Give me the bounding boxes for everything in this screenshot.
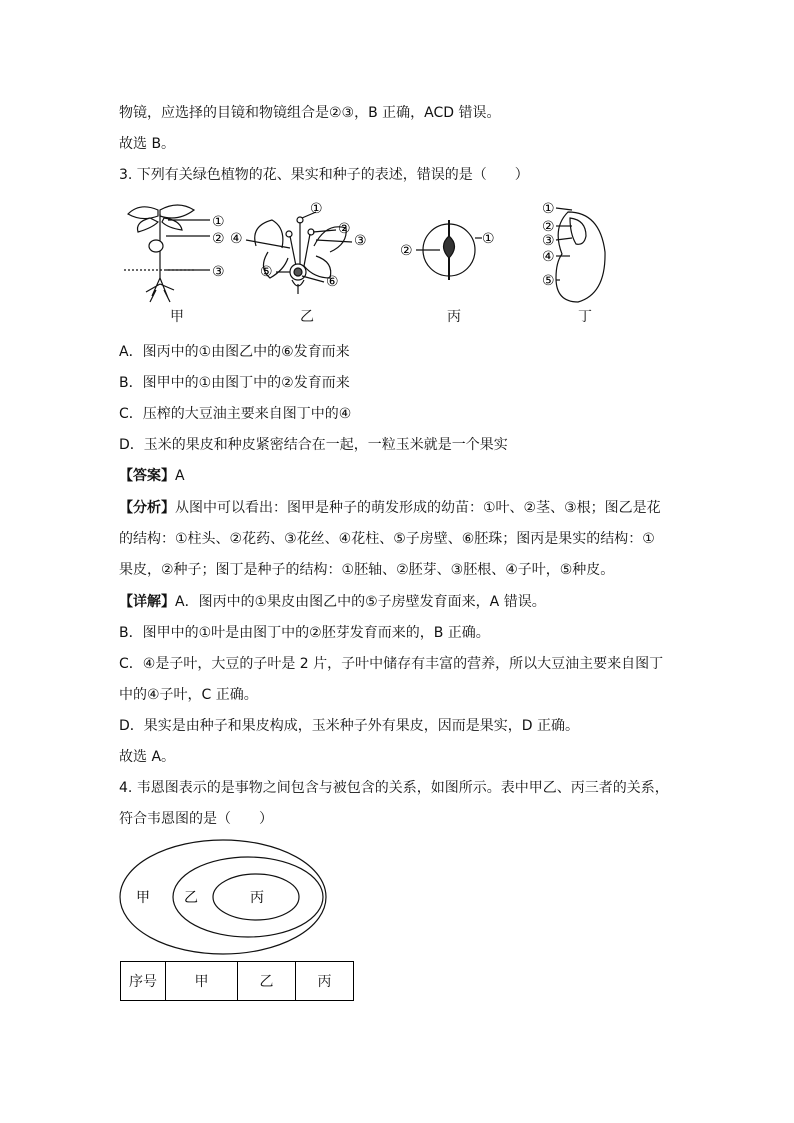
ding-label-3: ③	[542, 233, 555, 249]
answer-value: A	[175, 468, 185, 484]
question-3: 3. 下列有关绿色植物的花、果实和种子的表述，错误的是（ ）	[119, 167, 529, 183]
ding-label-5: ⑤	[542, 273, 555, 289]
option-a: A．图丙中的①由图乙中的⑥发育而来	[119, 344, 350, 360]
option-d: D．玉米的果皮和种皮紧密结合在一起，一粒玉米就是一个果实	[119, 437, 508, 453]
figure-caption-ding: 丁	[578, 309, 592, 325]
bing-label-1: ①	[482, 231, 495, 247]
venn-inner-label: 丙	[250, 890, 264, 906]
venn-middle-label: 乙	[184, 890, 198, 906]
analysis-text: 从图中可以看出：图甲是种子的萌发形成的幼苗：①叶、②茎、③根；图乙是花	[175, 500, 661, 516]
venn-diagram	[118, 838, 338, 958]
table-header-cell: 乙	[238, 962, 296, 1001]
venn-outer-label: 甲	[136, 890, 150, 906]
figure-caption-yi: 乙	[300, 309, 314, 325]
figure-bing-fruit	[416, 220, 482, 280]
jia-label-2: ②	[212, 231, 225, 247]
text-line: 故选 B。	[119, 136, 176, 152]
detail-line-2: B．图甲中的①叶是由图丁中的②胚芽发育而来的，B 正确。	[119, 625, 490, 641]
table-header-cell: 序号	[121, 962, 166, 1001]
detail-line-1	[119, 592, 546, 612]
jia-label-1: ①	[212, 214, 225, 230]
analysis-line-2: 的结构：①柱头、②花药、③花丝、④花柱、⑤子房壁、⑥胚珠；图丙是果实的结构：①	[119, 531, 655, 547]
yi-label-5: ⑤	[260, 264, 273, 280]
figure-caption-bing: 丙	[447, 309, 461, 325]
analysis-line-3: 果皮，②种子；图丁是种子的结构：①胚轴、②胚芽、③胚根、④子叶，⑤种皮。	[119, 562, 615, 578]
ding-label-1: ①	[542, 201, 555, 217]
figure-jia-seedling	[124, 205, 210, 302]
detail-line-3: C．④是子叶，大豆的子叶是 2 片，子叶中储存有丰富的营养，所以大豆油主要来自图丁	[119, 656, 664, 672]
table-header-cell: 丙	[296, 962, 354, 1001]
ding-label-2: ②	[542, 219, 555, 235]
question-4-line-1: 4. 韦恩图表示的是事物之间包含与被包含的关系，如图所示。表中甲乙、丙三者的关系，	[119, 780, 669, 796]
table-header-cell: 甲	[166, 962, 238, 1001]
yi-label-1: ①	[310, 201, 323, 217]
analysis-line-1	[119, 498, 661, 518]
question-4-line-2: 符合韦恩图的是（ ）	[119, 811, 273, 827]
detail-line-5: D．果实是由种子和果皮构成，玉米种子外有果皮，因而是果实，D 正确。	[119, 718, 580, 734]
yi-label-4: ④	[230, 231, 243, 247]
table-header-row	[121, 962, 354, 1001]
ding-label-4: ④	[542, 249, 555, 265]
answer-tag: 【答案】	[119, 468, 175, 484]
detail-line-4: 中的④子叶，C 正确。	[119, 687, 258, 703]
relation-table	[120, 961, 354, 1001]
option-b: B．图甲中的①由图丁中的②发育而来	[119, 375, 350, 391]
yi-label-3: ③	[354, 233, 367, 249]
conclusion: 故选 A。	[119, 749, 176, 765]
text-line: 物镜，应选择的目镜和物镜组合是②③，B 正确，ACD 错误。	[119, 105, 501, 121]
bing-label-2: ②	[400, 243, 413, 259]
analysis-tag: 【分析】	[119, 500, 175, 516]
yi-label-2: ②	[338, 221, 351, 237]
detail-text: A．图丙中的①果皮由图乙中的⑤子房壁发育面来，A 错误。	[175, 594, 546, 610]
yi-label-6: ⑥	[326, 274, 339, 290]
answer-line	[119, 466, 185, 486]
question-3-figures	[0, 198, 794, 328]
figure-caption-jia: 甲	[170, 309, 184, 325]
figure-ding-seed	[556, 208, 605, 302]
detail-tag: 【详解】	[119, 594, 175, 610]
jia-label-3: ③	[212, 264, 225, 280]
option-c: C．压榨的大豆油主要来自图丁中的④	[119, 406, 352, 422]
